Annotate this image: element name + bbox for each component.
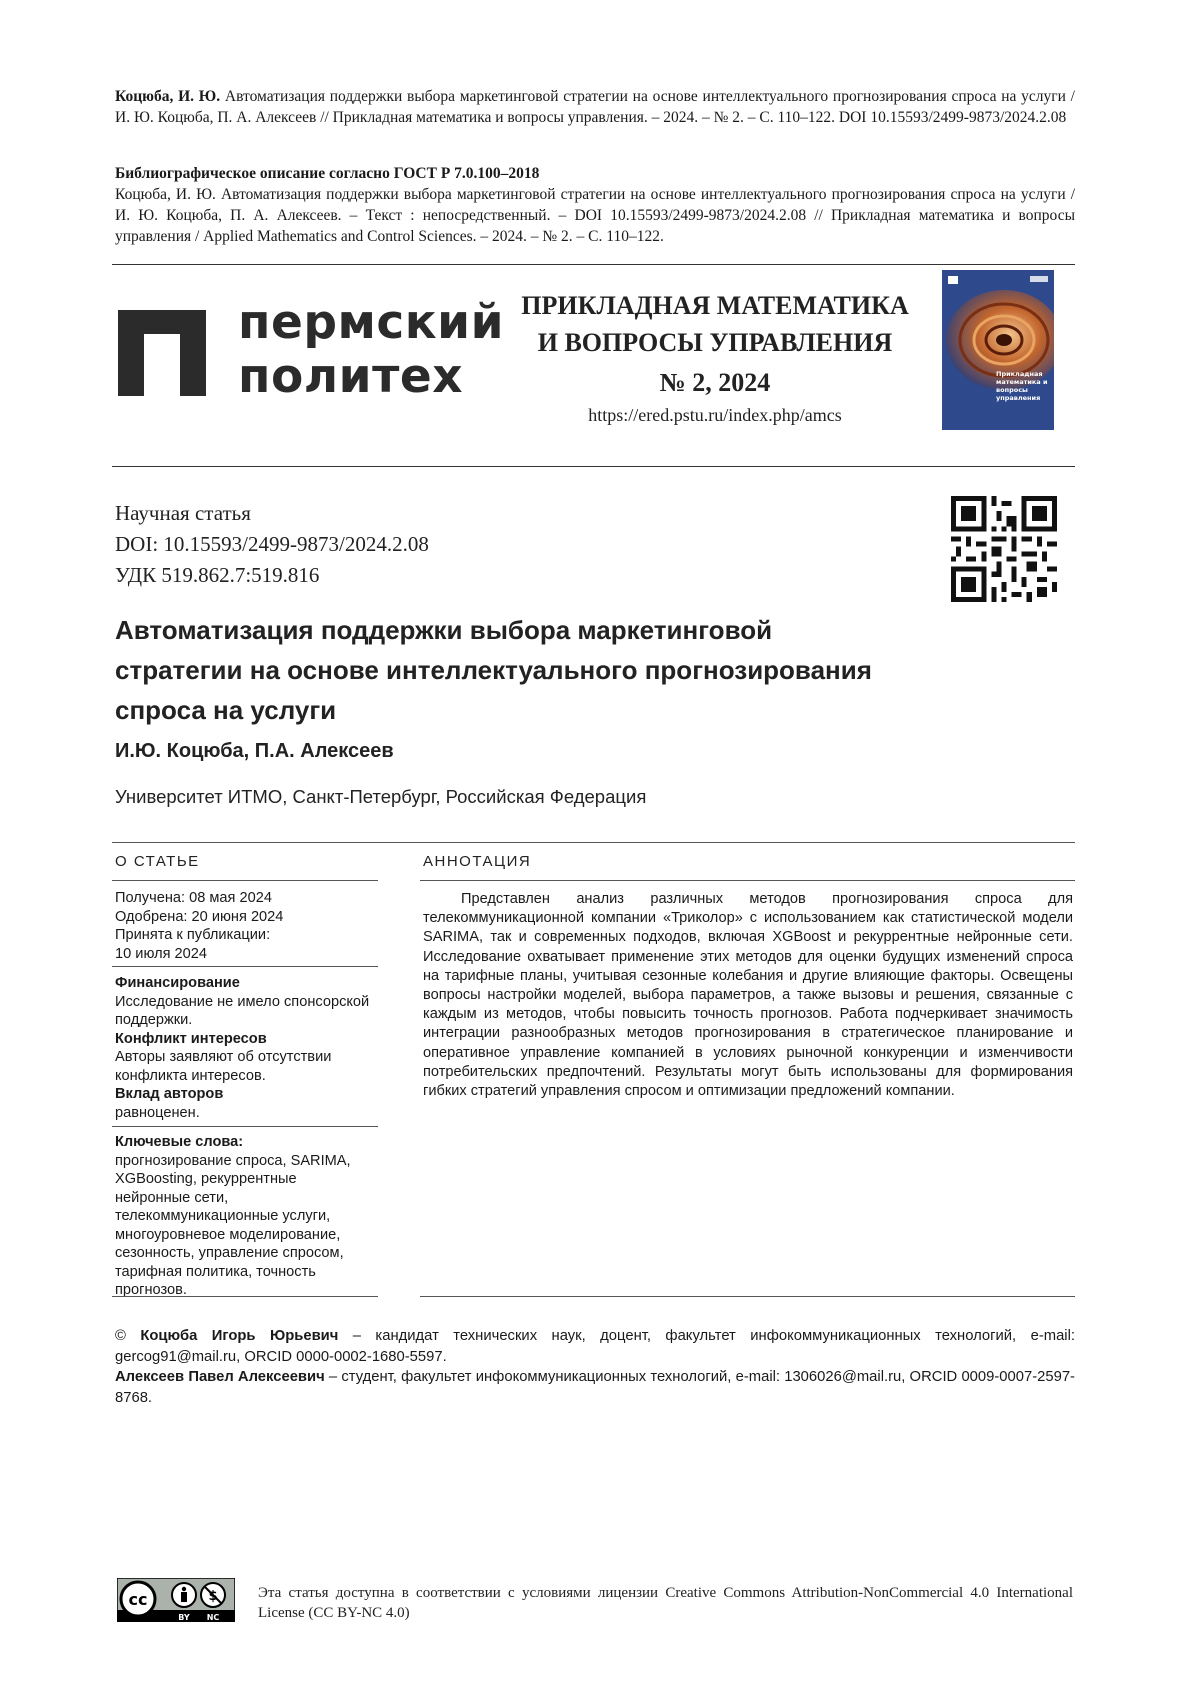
- funding-label: Финансирование: [115, 975, 240, 991]
- conflict-label: Конфликт интересов: [115, 1030, 267, 1047]
- funding-text: Исследование не имело спонсорской поддержки.: [115, 993, 370, 1028]
- keywords-block: [115, 1133, 375, 1300]
- dates-divider: [112, 966, 378, 967]
- article-meta: [115, 498, 429, 591]
- author-1-name: Коцюба Игорь Юрьевич: [140, 1328, 339, 1344]
- info-top-divider: [112, 842, 1075, 843]
- journal-title: [490, 287, 940, 361]
- author-2-text: – студент, факультет инфокоммуникационных технологий, e-mail: 1306026@mail.ru, ORCID 0009-0007-2597-8768.: [115, 1369, 1075, 1406]
- cc-nc-label: NC: [206, 1613, 220, 1622]
- journal-issue: № 2, 2024: [659, 368, 771, 397]
- declarations-divider: [112, 1126, 378, 1127]
- svg-text:cc: cc: [128, 1590, 148, 1609]
- header-divider: [112, 466, 1075, 467]
- journal-title-line-2: И ВОПРОСЫ УПРАВЛЕНИЯ: [537, 328, 893, 357]
- keywords-divider: [112, 1296, 378, 1297]
- abstract-divider: [420, 1296, 1075, 1297]
- cover-title: Прикладная математика и вопросы управления: [996, 370, 1048, 402]
- cc-by-label: BY: [178, 1613, 190, 1622]
- contribution-text: равноценен.: [115, 1104, 200, 1121]
- qr-code: [951, 496, 1057, 602]
- journal-cover-image: [942, 270, 1054, 430]
- accepted-date: 10 июля 2024: [115, 945, 208, 962]
- author-1-text: – кандидат технических наук, доцент, факультет инфокоммуникационных технологий, e-mail: gercog91@mail.ru, ORCID 0000-0002-1680-5597.: [115, 1328, 1075, 1365]
- citation: [115, 86, 1075, 128]
- pstu-logo-text: [238, 296, 504, 404]
- citation-text: Автоматизация поддержки выбора маркетинговой стратегии на основе интеллектуального прогнозирования спроса на услуги / И. Ю. Коцюба, П. А. Алексеев // Прикладная математика и вопросы управления. – 2024. – № 2. – С. 110–122. DOI 10.15593/2499-9873/2024.2.08: [115, 88, 1075, 126]
- article-authors: И.Ю. Коцюба, П.А. Алексеев: [115, 740, 394, 762]
- article-title-line-2: стратегии на основе интеллектуального прогнозирования: [115, 655, 872, 685]
- author-info: [115, 1326, 1075, 1408]
- article-doi: DOI: 10.15593/2499-9873/2024.2.08: [115, 532, 429, 556]
- article-title-line-3: спроса на услуги: [115, 695, 337, 725]
- gost-text: Коцюба, И. Ю. Автоматизация поддержки выбора маркетинговой стратегии на основе интеллектуального прогнозирования спроса на услуги / И. Ю. Коцюба, П. А. Алексеев. – Текст : непосредственный. – DOI 10.15593/2499-9873/2024.2.08 // Прикладная математика и вопросы управления / Applied Mathematics and Control Sciences. – 2024. – № 2. – С. 110–122.: [115, 186, 1075, 245]
- cc-by-nc-badge: [117, 1578, 235, 1622]
- author-2-name: Алексеев Павел Алексеевич: [115, 1369, 325, 1385]
- journal-url[interactable]: https://ered.pstu.ru/index.php/amcs: [588, 405, 842, 425]
- journal-title-line-1: ПРИКЛАДНАЯ МАТЕМАТИКА: [521, 291, 909, 320]
- contribution-label: Вклад авторов: [115, 1086, 224, 1102]
- article-type: Научная статья: [115, 501, 251, 525]
- license-text: Эта статья доступна в соответствии с условиями лицензии Creative Commons Attribution-NonCommercial 4.0 International License (CC BY-NC 4.0): [258, 1585, 1073, 1621]
- about-heading-divider: [112, 880, 378, 881]
- svg-text:$: $: [208, 1589, 218, 1604]
- declarations-block: [115, 974, 375, 1122]
- keywords-text: прогнозирование спроса, SARIMA, XGBoosting, рекуррентные нейронные сети, телекоммуникационные услуги, многоуровневое моделирование, сезонность, управление спросом, тарифная политика, точность прогнозов.: [115, 1152, 351, 1298]
- top-divider: [112, 264, 1075, 265]
- pstu-logo-mark: [118, 310, 206, 396]
- copyright-symbol: ©: [115, 1328, 126, 1344]
- logo-line-2: политех: [238, 349, 464, 404]
- logo-line-1: пермский: [238, 295, 505, 350]
- gost-heading: Библиографическое описание согласно ГОСТ Р 7.0.100–2018: [115, 165, 540, 182]
- abstract-text: Представлен анализ различных методов прогнозирования спроса для телекоммуникационной компании «Триколор» с использованием как статистической модели SARIMA, так и современных подходов, включая XGBoost и рекуррентные нейронные сети. Исследование охватывает применение этих методов для оценки будущих изменений спроса на тарифные планы, учитывая сезонные колебания и другие влияющие факторы. Освещены вопросы настройки моделей, выбора параметров, а также вызовы и решения, связанные с каждым из методов, чтобы повысить точность прогнозов. Работа подчеркивает значимость интеграции разнообразных методов прогнозирования в стратегическое планирование и оперативное управление компанией в условиях рыночной конкуренции и изменчивости потребительских предпочтений. Результаты могут быть использованы для формирования гибких стратегий управления спросом и оптимизации предложений компании.: [423, 891, 1073, 1100]
- conflict-text: Авторы заявляют об отсутствии конфликта интересов.: [115, 1049, 332, 1084]
- received-date: Получена: 08 мая 2024: [115, 890, 272, 906]
- citation-authors: Коцюба, И. Ю.: [115, 88, 221, 105]
- affiliation: Университет ИТМО, Санкт-Петербург, Российская Федерация: [115, 786, 647, 807]
- accepted-label: Принята к публикации:: [115, 927, 271, 943]
- article-udc: УДК 519.862.7:519.816: [115, 563, 320, 587]
- article-title-line-1: Автоматизация поддержки выбора маркетинговой: [115, 615, 773, 645]
- gost-citation: [115, 163, 1075, 247]
- keywords-label: Ключевые слова:: [115, 1134, 244, 1150]
- approved-date: Одобрена: 20 июня 2024: [115, 908, 284, 925]
- dates-block: [115, 889, 375, 963]
- cover-spiral-graphic: [942, 270, 1054, 430]
- article-title: [115, 610, 1015, 730]
- abstract-heading: АННОТАЦИЯ: [423, 853, 532, 870]
- about-heading: О СТАТЬЕ: [115, 853, 200, 870]
- abstract-heading-divider: [420, 880, 1075, 881]
